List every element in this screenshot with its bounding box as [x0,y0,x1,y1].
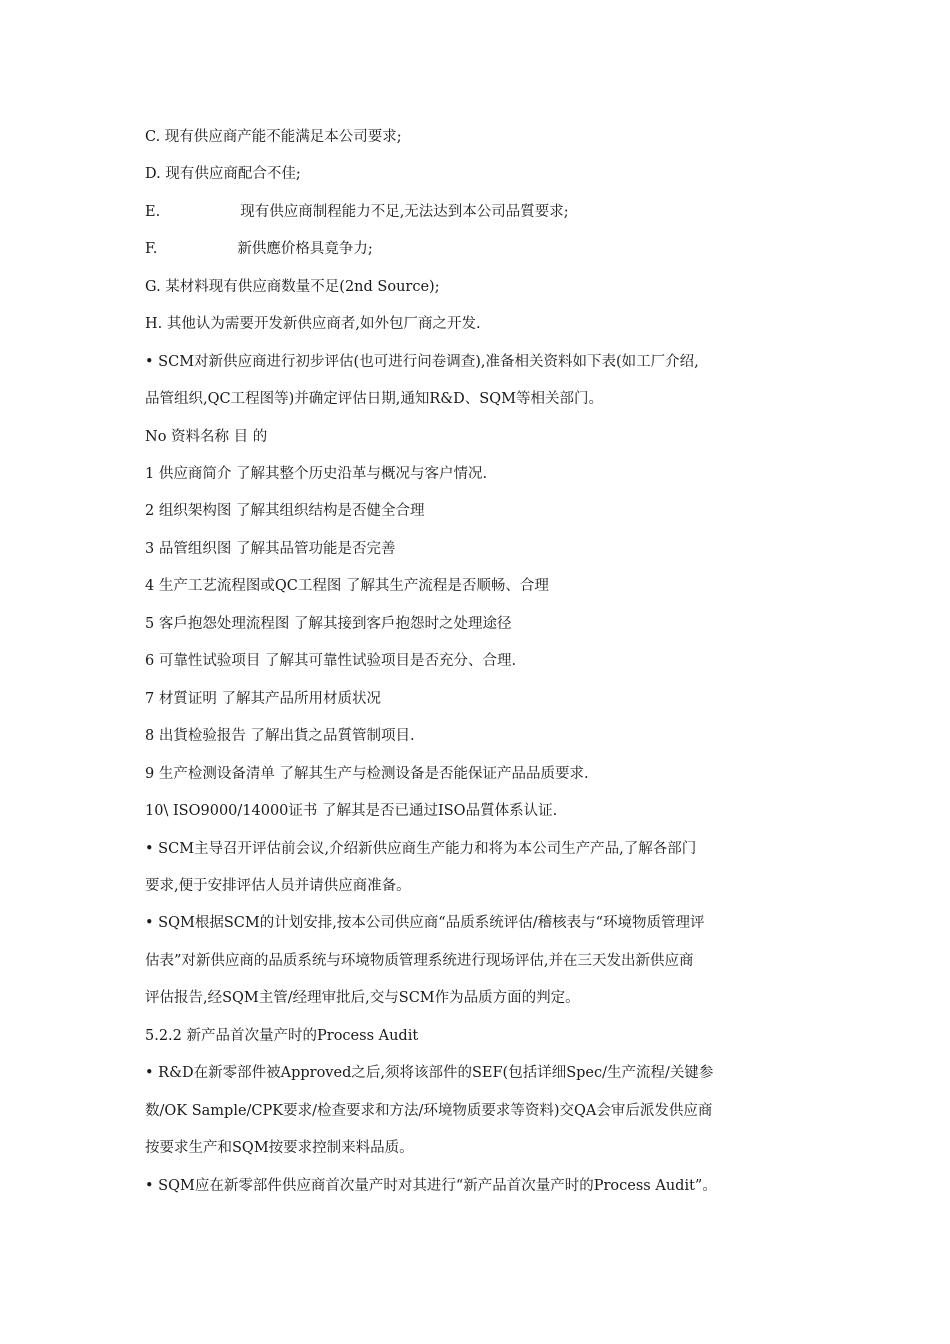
list-label: H. [145,316,163,332]
paragraph-line: • SCM主导召开评估前会议,介绍新供应商生产能力和将为本公司生产产品,了解各部门 [145,841,697,857]
list-text: 其他认为需要开发新供应商者,如外包厂商之开发. [162,316,481,332]
list-text: 某材料现有供应商数量不足(2nd Source); [160,279,440,295]
list-label: F. [145,241,158,257]
table-row: 4 生产工艺流程图或QC工程图 了解其生产流程是否顺畅、合理 [145,578,549,594]
paragraph-line: 按要求生产和SQM按要求控制来料品质。 [145,1140,414,1156]
paragraph-line: • SQM根据SCM的计划安排,按本公司供应商“品质系统评估/稽核表与“环境物质管理评 [145,915,705,931]
paragraph-line: 评估报告,经SQM主管/经理审批后,交与SCM作为品质方面的判定。 [145,990,580,1006]
paragraph-line: • R&D在新零部件被Approved之后,须将该部件的SEF(包括详细Spec/生产流程/关键参 [145,1065,714,1081]
list-label: D. [145,166,161,182]
list-item-e [145,202,815,222]
section-heading: 5.2.2 新产品首次量产时的Process Audit [145,1028,419,1044]
table-row: 8 出貨检验报告 了解出貨之品質管制项目. [145,728,415,744]
table-row: 5 客戶抱怨处理流程图 了解其接到客戶抱怨时之处理途径 [145,616,512,632]
table-row: 3 品管组织图 了解其品管功能是否完善 [145,541,396,557]
table-row: 10\ ISO9000/14000证书 了解其是否已通过ISO品質体系认证. [145,803,558,819]
list-text: 现有供应商配合不佳; [160,166,301,182]
list-text: 现有供应商产能不能满足本公司要求; [160,129,402,145]
list-item-h [145,314,815,334]
list-item-d [145,164,815,184]
list-item-c [145,127,815,147]
list-label: G. [145,279,161,295]
table-row: 9 生产检测设备清单 了解其生产与检测设备是否能保证产品品质要求. [145,766,589,782]
list-item-f [145,239,815,259]
list-label: C. [145,129,161,145]
table-row: 7 材質证明 了解其产品所用材质状况 [145,691,381,707]
paragraph-line: 要求,便于安排评估人员并请供应商准备。 [145,878,411,894]
paragraph-line: 品管组织,QC工程图等)并确定评估日期,通知R&D、SQM等相关部门。 [145,391,603,407]
paragraph-line: 数/OK Sample/CPK要求/检查要求和方法/环境物质要求等资料)交QA会审后派发供应商 [145,1103,713,1119]
list-label: E. [145,204,161,220]
paragraph-line: • SCM对新供应商进行初步评估(也可进行问卷调查),准备相关资料如下表(如工厂介绍, [145,354,699,370]
table-row: 1 供应商简介 了解其整个历史沿革与概况与客户情况. [145,466,488,482]
table-row: 6 可靠性试验项目 了解其可靠性试验项目是否充分、合理. [145,653,517,669]
paragraph-line: • SQM应在新零部件供应商首次量产时对其进行“新产品首次量产时的Process Audit”。 [145,1178,717,1194]
table-row: 2 组织架构图 了解其组织结构是否健全合理 [145,503,425,519]
list-item-g [145,277,815,297]
paragraph-line: 估表”对新供应商的品质系统与环境物质管理系统进行现场评估,并在三天发出新供应商 [145,953,694,969]
list-text: 现有供应商制程能力不足,无法达到本公司品質要求; [240,204,569,220]
list-text: 新供應价格具竟争力; [237,241,373,257]
table-header: No 资料名称 目 的 [145,429,268,445]
